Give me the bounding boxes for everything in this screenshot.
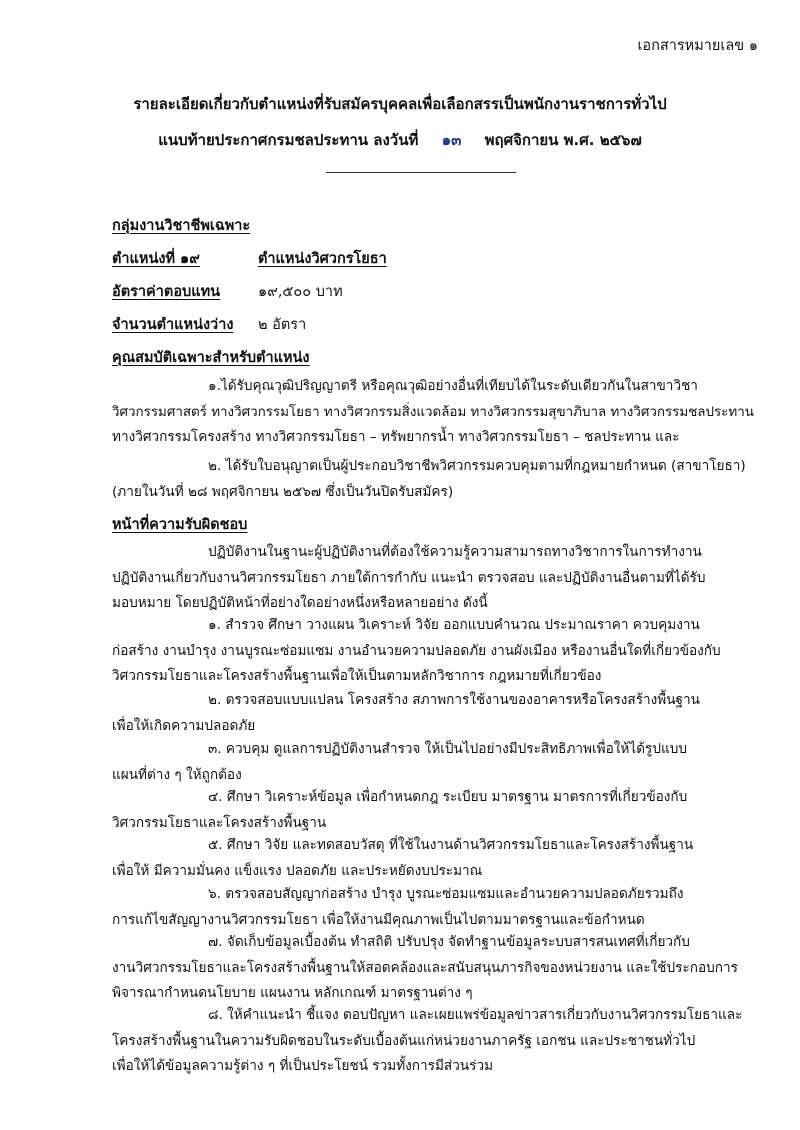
document-title: รายละเอียดเกี่ยวกับตำแหน่งที่รับสมัครบุคคลเพื่อเลือกสรรเป็นพนักงานราชการทั่วไป — [133, 95, 667, 113]
duties-intro: ปฏิบัติงานในฐานะผู้ปฏิบัติงานที่ต้องใช้ความรู้ความสามารถทางวิชาการในการทำงาน ปฏิบัติงานเกี่ยวกับงานวิศวกรรมโยธา ภายใต้การกำกับ แนะนำ ตรวจสอบ และปฏิบัติงานอื่นตามที่ได้รับ มอบหมาย โดยปฏิบัติหน้าที่อย่างใดอย่างหนึ่งหรือหลายอย่าง ดังนี้ — [112, 544, 706, 611]
qualification-2: ๒. ได้รับใบอนุญาตเป็นผู้ประกอบวิชาชีพวิศวกรรมควบคุมตามที่กฎหมายกำหนด (สาขาโยธา) (ภายในวันที่ ๒๘ พฤศจิกายน ๒๕๖๗ ซึ่งเป็นวันปิดรับสมัคร) — [112, 458, 746, 500]
position-value: ตำแหน่งวิศวกรโยธา — [258, 251, 387, 267]
duties-heading: หน้าที่ความรับผิดชอบ — [112, 517, 248, 533]
duty-3: ๓. ควบคุม ดูแลการปฏิบัติงานสำรวจ ให้เป็นไปอย่างมีประสิทธิภาพเพื่อให้ได้รูปแบบ แผนที่ต่าง ๆ ให้ถูกต้อง — [112, 741, 687, 783]
subtitle-suffix: พฤศจิกายน พ.ศ. ๒๕๖๗ — [484, 131, 642, 149]
subtitle-day: ๑๓ — [441, 131, 462, 149]
document-number: เอกสารหมายเลข ๑ — [637, 38, 758, 54]
vacancy-label: จำนวนตำแหน่งว่าง — [112, 317, 234, 333]
duty-7: ๗. จัดเก็บข้อมูลเบื้องต้น ทำสถิติ ปรับปรุง จัดทำฐานข้อมูลระบบสารสนเทศที่เกี่ยวกับ งานวิศวกรรมโยธาและโครงสร้างพื้นฐานให้สอดคล้องและสนับสนุนภารกิจของหน่วยงาน และใช้ประกอบการ พิจารณากำหนดนโยบาย แผนงาน หลักเกณฑ์ มาตรฐานต่าง ๆ — [112, 934, 738, 1001]
salary-value: ๑๙,๕๐๐ บาท — [258, 284, 343, 300]
vacancy-value: ๒ อัตรา — [258, 317, 307, 333]
duty-6: ๖. ตรวจสอบสัญญาก่อสร้าง บำรุง บูรณะซ่อมแซมและอำนวยความปลอดภัยรวมถึง การแก้ไขสัญญางานวิศวกรรมโยธา เพื่อให้งานมีคุณภาพเป็นไปตามมาตรฐานและข้อกำหนด — [112, 886, 684, 928]
qualification-1: ๑.ได้รับคุณวุฒิปริญญาตรี หรือคุณวุฒิอย่างอื่นที่เทียบได้ในระดับเดียวกันในสาขาวิชา วิศวกรรมศาสตร์ ทางวิศวกรรมโยธา ทางวิศวกรรมสิ่งแวดล้อม ทางวิศวกรรมสุขาภิบาล ทางวิศวกรรมชลประทาน ทางวิศวกรรมโครงสร้าง ทางวิศวกรรมโยธา – ทรัพยากรน้ำ ทางวิศวกรรมโยธา – ชลประทาน และ — [112, 378, 754, 445]
duty-5: ๕. ศึกษา วิจัย และทดสอบวัสดุ ที่ใช้ในงานด้านวิศวกรรมโยธาและโครงสร้างพื้นฐาน เพื่อให้ มีความมั่นคง แข็งแรง ปลอดภัย และประหยัดงบประมาณ — [112, 837, 694, 879]
duty-4: ๔. ศึกษา วิเคราะห์ข้อมูล เพื่อกำหนดกฎ ระเบียบ มาตรฐาน มาตรการที่เกี่ยวข้องกับ วิศวกรรมโยธาและโครงสร้างพื้นฐาน — [112, 789, 688, 831]
qualifications-heading: คุณสมบัติเฉพาะสำหรับตำแหน่ง — [112, 350, 310, 366]
duty-1: ๑. สำรวจ ศึกษา วางแผน วิเคราะห์ วิจัย ออกแบบคำนวณ ประมาณราคา ควบคุมงาน ก่อสร้าง งานบำรุง งานบูรณะซ่อมแซม งานอำนวยความปลอดภัย งานผังเมือง หรืองานอื่นใดที่เกี่ยวข้องกับ วิศวกรรมโยธาและโครงสร้างพื้นฐานเพื่อให้เป็นตามหลักวิชาการ กฎหมายที่เกี่ยวข้อง — [112, 617, 721, 684]
title-divider — [326, 172, 516, 173]
salary-label: อัตราค่าตอบแทน — [112, 284, 221, 300]
job-group: กลุ่มงานวิชาชีพเฉพาะ — [112, 218, 251, 234]
subtitle-prefix: แนบท้ายประกาศกรมชลประทาน ลงวันที่ — [158, 131, 419, 149]
duty-8: ๘. ให้คำแนะนำ ชี้แจง ตอบปัญหา และเผยแพร่ข้อมูลข่าวสารเกี่ยวกับงานวิศวกรรมโยธาและ โครงสร้างพื้นฐานในความรับผิดชอบในระดับเบื้องต้นแก่หน่วยงานภาครัฐ เอกชน และประชาชนทั่วไป เพื่อให้ได้ข้อมูลความรู้ต่าง ๆ ที่เป็นประโยชน์ รวมทั้งการมีส่วนร่วม — [112, 1007, 743, 1074]
position-label: ตำแหน่งที่ ๑๙ — [112, 251, 200, 267]
document-subtitle — [0, 128, 800, 152]
duty-2: ๒. ตรวจสอบแบบแปลน โครงสร้าง สภาพการใช้งานของอาคารหรือโครงสร้างพื้นฐาน เพื่อให้เกิดความปลอดภัย — [112, 692, 700, 734]
